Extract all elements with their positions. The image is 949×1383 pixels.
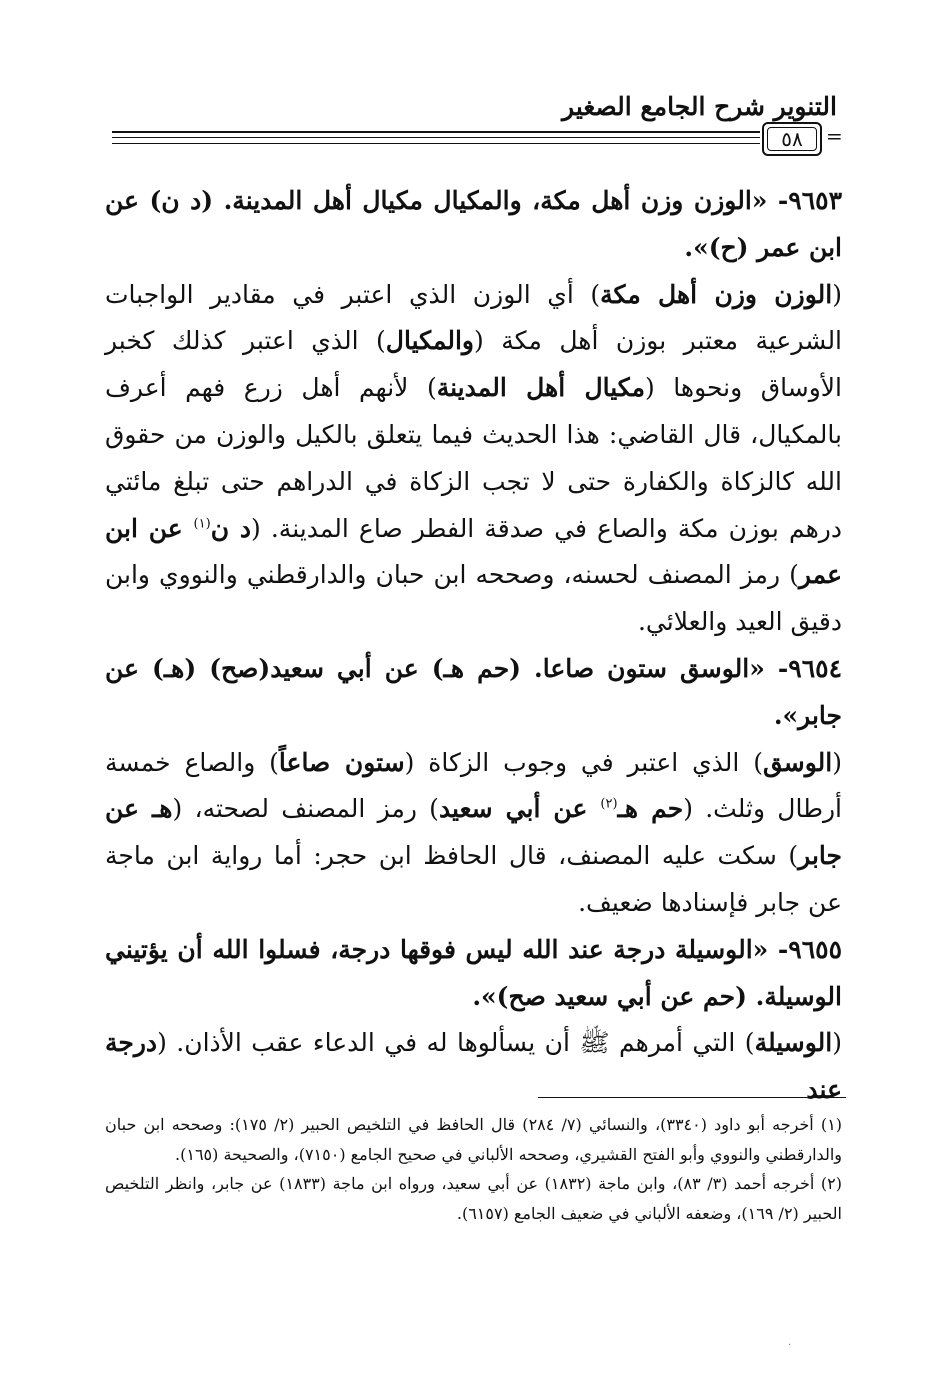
page-number: ٥٨ — [781, 127, 803, 151]
header-rule-bottom — [112, 143, 760, 144]
hadith-9655: ٩٦٥٥- «الوسيلة درجة عند الله ليس فوقها درجة، فسلوا الله أن يؤتيني الوسيلة. (حم عن أبي سعيد صح)». — [105, 934, 842, 1011]
scan-speck: · — [788, 1340, 792, 1351]
footnote-ref-2[interactable]: (٢) — [600, 797, 618, 813]
quoted-phrase: درجة عند — [105, 1028, 842, 1105]
source-code: حم هـ — [617, 794, 684, 824]
footnotes — [105, 1110, 842, 1228]
quoted-phrase: ستون صاعاً — [278, 747, 405, 777]
page-number-box — [762, 122, 822, 156]
source-name: عن ابن عمر — [105, 513, 842, 590]
running-title: التنوير شرح الجامع الصغير — [562, 92, 837, 121]
quoted-phrase: والمكيال — [385, 326, 475, 356]
footnote-2: (٢) أخرجه أحمد (٣/ ٨٣)، وابن ماجة (١٨٣٢) عن أبي سعيد، ورواه ابن ماجة (١٨٣٣) عن جابر، وانظر التلخيص الحبير (٢/ ١٦٩)، وضعفه الألباني في ضعيف الجامع (٦١٥٧). — [105, 1174, 842, 1223]
header-end-mark: = — [826, 124, 843, 148]
footnote-separator — [538, 1097, 846, 1098]
footnote-ref-1[interactable]: (١) — [193, 516, 211, 532]
header-rule-top — [112, 131, 760, 133]
commentary-9654: (الوسق) الذي اعتبر في وجوب الزكاة (ستون صاعاً) والصاع خمسة أرطال وثلث. (حم هـ$^{(٢)}$ عن أبي سعيد) رمز المصنف لصحته، (هـ عن جابر) سكت عليه المصنف، قال الحافظ ابن حجر: أما رواية ابن ماجة عن جابر فإسنادها ضعيف. — [105, 747, 842, 917]
commentary-9653: (الوزن وزن أهل مكة) أي الوزن الذي اعتبر في مقادير الواجبات الشرعية معتبر بوزن أهل مكة (والمكيال) الذي اعتبر كذلك كخبر الأوساق ونحوها (مكيال أهل المدينة) لأنهم أهل زرع فهم أعرف بالمكيال، قال القاضي: هذا الحديث فيما يتعلق بالكيل والوزن من حقوق الله كالزكاة والكفارة حتى لا تجب الزكاة في الدراهم حتى تبلغ مائتي درهم بوزن مكة والصاع في صدقة الفطر صاع المدينة. (د ن$^{(١)}$ عن ابن عمر) رمز المصنف لحسنه، وصححه ابن حبان والدارقطني والنووي وابن دقيق العيد والعلائي. — [105, 279, 843, 637]
quoted-phrase: الوسق — [762, 747, 833, 777]
commentary-9655: (الوسيلة) التي أمرهم ﷺ أن يسألوها له في الدعاء عقب الأذان. (درجة عند — [105, 1028, 842, 1105]
hadith-9654: ٩٦٥٤- «الوسق ستون صاعا. (حم هـ) عن أبي سعيد(صح) (هـ) عن جابر». — [105, 653, 842, 730]
quoted-phrase: الوزن وزن أهل مكة — [600, 279, 833, 309]
hadith-9653: ٩٦٥٣- «الوزن وزن أهل مكة، والمكيال مكيال أهل المدينة. (د ن) عن ابن عمر (ح)». — [105, 186, 842, 262]
quoted-phrase: الوسيلة — [754, 1028, 833, 1058]
source-code: د ن — [210, 513, 252, 543]
source-name: هـ عن جابر — [105, 794, 842, 871]
main-text — [105, 178, 842, 1114]
header-rule-middle — [112, 137, 760, 138]
quoted-phrase: مكيال أهل المدينة — [436, 373, 645, 403]
source-name: عن أبي سعيد — [438, 794, 601, 824]
footnote-1: (١) أخرجه أبو داود (٣٣٤٠)، والنسائي (٧/ ٢٨٤) قال الحافظ في التلخيص الحبير (٢/ ١٧٥): وصححه ابن حبان والدارقطني والنووي وأبو الفتح القشيري، وصححه الألباني في صحيح الجامع (٧١٥٠)، والصحيحة (١٦٥). — [105, 1115, 843, 1164]
